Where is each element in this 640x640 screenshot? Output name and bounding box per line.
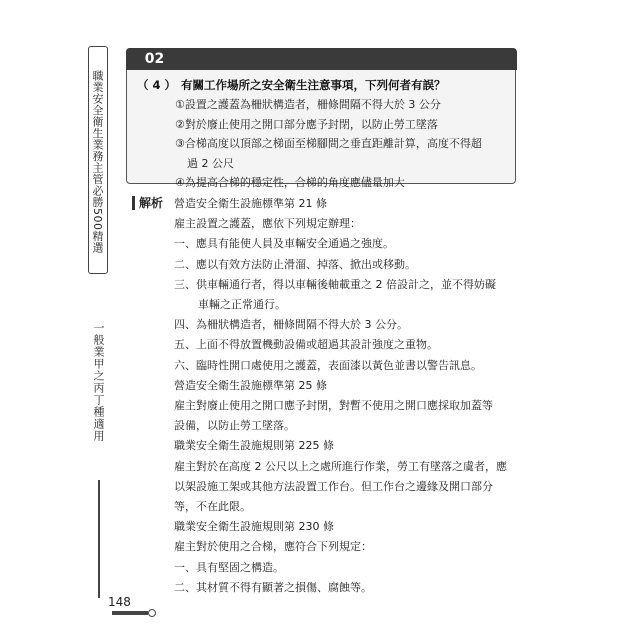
analysis-line: 雇主設置之護蓋，應依下列規定辦理：	[174, 217, 361, 231]
analysis-line: 六、臨時性開口處使用之護蓋，表面漆以黃色並書以警告訊息。	[174, 358, 482, 372]
analysis-line: 雇主對於在高度 2 公尺以上之處所進行作業，勞工有墜落之虞者，應	[174, 459, 507, 473]
analysis-line: 等，不在此限。	[174, 500, 251, 514]
question-number: 02	[126, 48, 184, 70]
option-3-continued: 過 2 公尺	[187, 156, 234, 170]
analysis-line: 二、其材質不得有顯著之損傷、腐蝕等。	[174, 580, 372, 594]
analysis-line: 雇主對於使用之合梯，應符合下列規定：	[174, 540, 372, 554]
question-answer: （ 4 ）	[137, 78, 177, 92]
analysis-line: 營造安全衛生設施標準第 25 條	[174, 378, 327, 392]
option-2: ②對於廢止使用之開口部分應予封閉，以防止勞工墜落	[175, 117, 438, 131]
analysis-label: 解析	[132, 196, 163, 210]
analysis-line: 職業安全衛生設施規則第 225 條	[174, 439, 334, 453]
question-header-bar	[183, 48, 517, 70]
analysis-line: 車輛之正常通行。	[198, 298, 286, 312]
analysis-line: 一、應具有能使人員及車輛安全通過之強度。	[174, 237, 394, 251]
book-title: 職業安全衛生業務主管必勝500精選	[88, 46, 108, 274]
analysis-line: 一、具有堅固之構造。	[174, 560, 284, 574]
analysis-line: 雇主對廢止使用之開口應予封閉，對暫不使用之開口應採取加蓋等	[174, 399, 493, 413]
page-number-dot	[148, 609, 156, 617]
analysis-body	[174, 194, 514, 598]
margin-rule	[98, 480, 100, 598]
analysis-line: 以架設施工架或其他方法設置工作台。但工作台之邊緣及開口部分	[174, 479, 493, 493]
analysis-line: 五、上面不得放置機動設備或超過其設計強度之重物。	[174, 338, 438, 352]
question-options	[175, 95, 507, 193]
analysis-line: 營造安全衛生設施標準第 21 條	[174, 197, 327, 210]
option-3: ③合梯高度以頂部之梯面至梯腳間之垂直距離計算，高度不得超	[175, 137, 482, 150]
page-number: 148	[108, 595, 131, 609]
question-box	[126, 48, 516, 189]
option-1: ①設置之護蓋為柵狀構造者，柵條間隔不得大於 3 公分	[175, 98, 441, 111]
question-stem-line	[137, 77, 446, 93]
analysis-line: 四、為柵狀構造者，柵條間隔不得大於 3 公分。	[174, 318, 408, 332]
analysis-line: 三、供車輛通行者，得以車輛後軸載重之 2 倍設計之，並不得妨礙	[174, 277, 496, 291]
chapter-title: 一般業甲之丙丁種適用	[92, 322, 105, 442]
option-4: ④為提高合梯的穩定性，合梯的角度應儘量加大	[175, 176, 405, 189]
analysis-line: 設備，以防止勞工墜落。	[174, 419, 295, 433]
question-stem: 有關工作場所之安全衛生注意事項，下列何者有誤？	[181, 78, 446, 92]
page-number-rule	[112, 611, 148, 615]
analysis-line: 二、應以有效方法防止滑溜、掉落、掀出或移動。	[174, 257, 416, 271]
analysis-line: 職業安全衛生設施規則第 230 條	[174, 520, 334, 534]
